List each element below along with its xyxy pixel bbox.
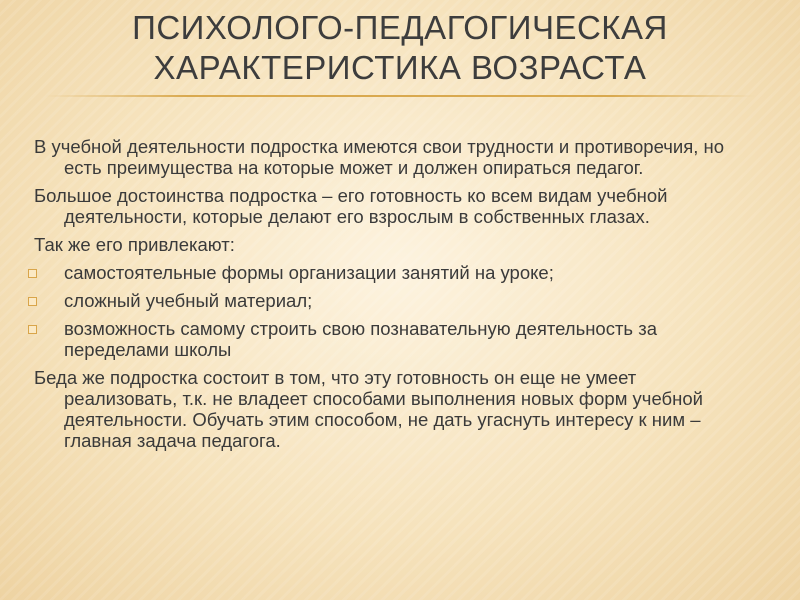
bullet-item [34, 262, 754, 283]
slide-title [80, 8, 720, 88]
bullet-item [34, 318, 754, 360]
slide-title-line-1: ПСИХОЛОГО-ПЕДАГОГИЧЕСКАЯ [132, 9, 668, 46]
paragraph-closing: Беда же подростка состоит в том, что эту готовность он еще не умеет реализовать, т.к. не владеет способами выполнения новых форм учебной деятельности. Обучать этим способом, не дать угаснуть интересу к ним – главная задача педагога. [34, 367, 703, 451]
bullet-text: сложный учебный материал; [64, 290, 313, 311]
square-bullet-icon [28, 297, 37, 306]
title-divider [45, 95, 755, 97]
paragraph-attracts-intro: Так же его привлекают: [34, 234, 235, 255]
square-bullet-icon [28, 325, 37, 334]
slide-body [34, 136, 754, 458]
square-bullet-icon [28, 269, 37, 278]
bullet-text: самостоятельные формы организации занятий на уроке; [64, 262, 554, 283]
bullet-item [34, 290, 754, 311]
paragraph-advantages: Большое достоинства подростка – его готовность ко всем видам учебной деятельности, которые делают его взрослым в собственных глазах. [34, 185, 668, 227]
slide-title-line-2: ХАРАКТЕРИСТИКА ВОЗРАСТА [153, 49, 647, 86]
paragraph-difficulties: В учебной деятельности подростка имеются свои трудности и противоречия, но есть преимущества на которые может и должен опираться педагог. [34, 136, 725, 178]
bullet-text: возможность самому строить свою познавательную деятельность за переделами школы [64, 318, 657, 360]
